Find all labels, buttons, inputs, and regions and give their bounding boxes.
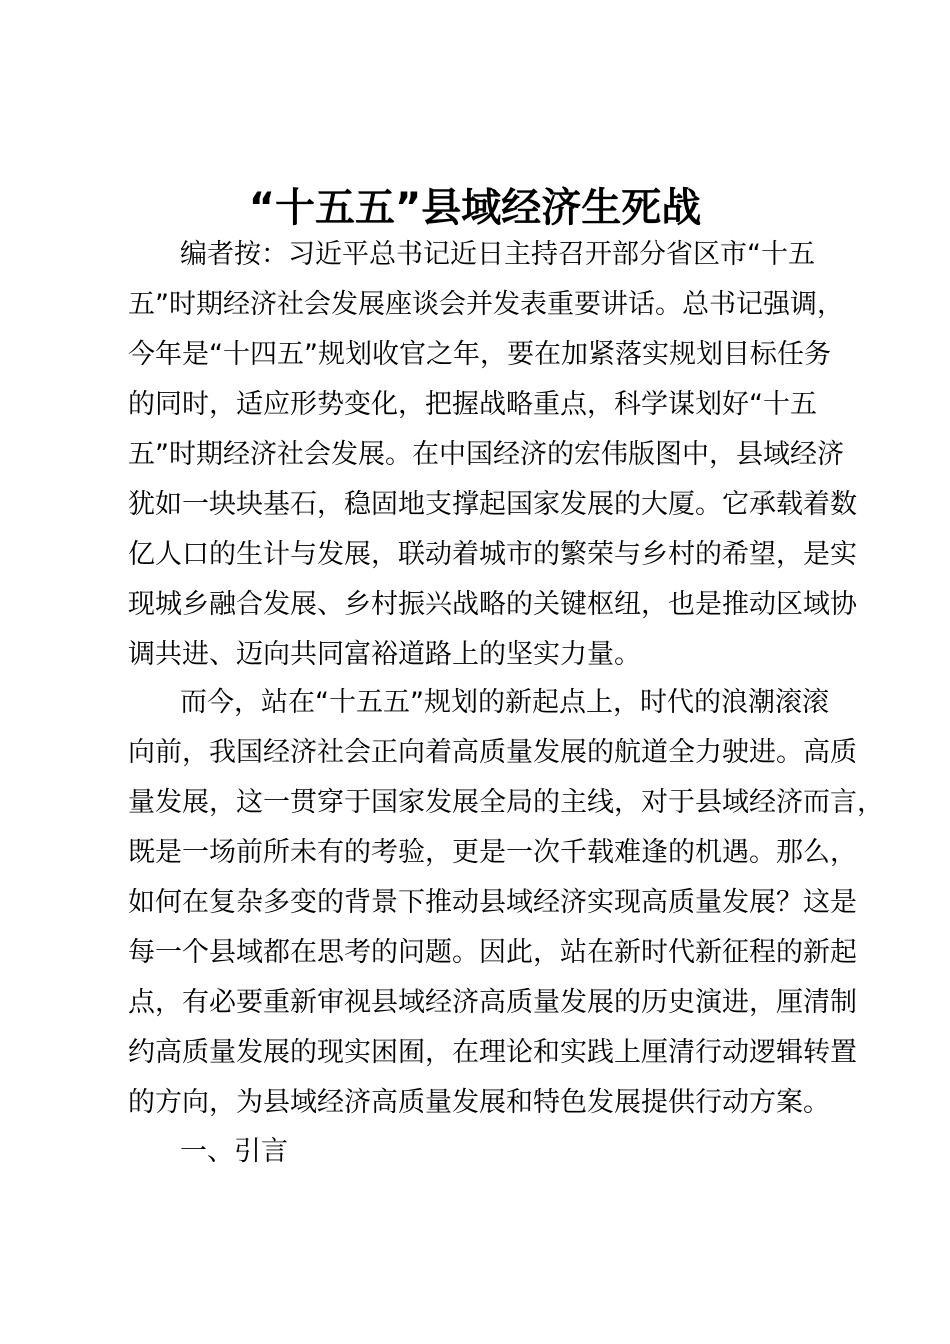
text-line: 今年是“十四五”规划收官之年，要在加紧落实规划目标任务 xyxy=(128,339,831,370)
text-line: 点，有必要重新审视县域经济高质量发展的历史演进，厘清制 xyxy=(128,987,857,1018)
section-heading: 一、引言 xyxy=(180,1136,288,1167)
text-line: 如何在复杂多变的背景下推动县域经济实现高质量发展？这是 xyxy=(128,887,857,918)
text-line: 向前，我国经济社会正向着高质量发展的航道全力驶进。高质 xyxy=(128,737,857,768)
text-line: 编者按：习近平总书记近日主持召开部分省区市“十五 xyxy=(180,239,815,270)
text-line: 亿人口的生计与发展，联动着城市的繁荣与乡村的希望，是实 xyxy=(128,539,857,570)
text-line: 的同时，适应形势变化，把握战略重点，科学谋划好“十五 xyxy=(128,389,817,420)
text-line: 的方向，为县域经济高质量发展和特色发展提供行动方案。 xyxy=(128,1087,830,1118)
text-line: 量发展，这一贯穿于国家发展全局的主线，对于县域经济而言， xyxy=(128,787,884,818)
text-line: 五”时期经济社会发展座谈会并发表重要讲话。总书记强调， xyxy=(128,289,844,320)
text-line: 每一个县域都在思考的问题。因此，站在新时代新征程的新起 xyxy=(128,937,857,968)
document-title: “十五五”县域经济生死战 xyxy=(248,185,702,231)
text-line: 现城乡融合发展、乡村振兴战略的关键枢纽，也是推动区域协 xyxy=(128,589,857,620)
text-line: 五”时期经济社会发展。在中国经济的宏伟版图中，县域经济 xyxy=(128,439,844,470)
text-line: 犹如一块块基石，稳固地支撑起国家发展的大厦。它承载着数 xyxy=(128,489,857,520)
text-line: 约高质量发展的现实困囿，在理论和实践上厘清行动逻辑转置 xyxy=(128,1037,857,1068)
text-line: 既是一场前所未有的考验，更是一次千载难逢的机遇。那么， xyxy=(128,837,857,868)
text-line: 调共进、迈向共同富裕道路上的坚实力量。 xyxy=(128,639,641,670)
text-line: 而今，站在“十五五”规划的新起点上，时代的浪潮滚滚 xyxy=(180,687,829,718)
